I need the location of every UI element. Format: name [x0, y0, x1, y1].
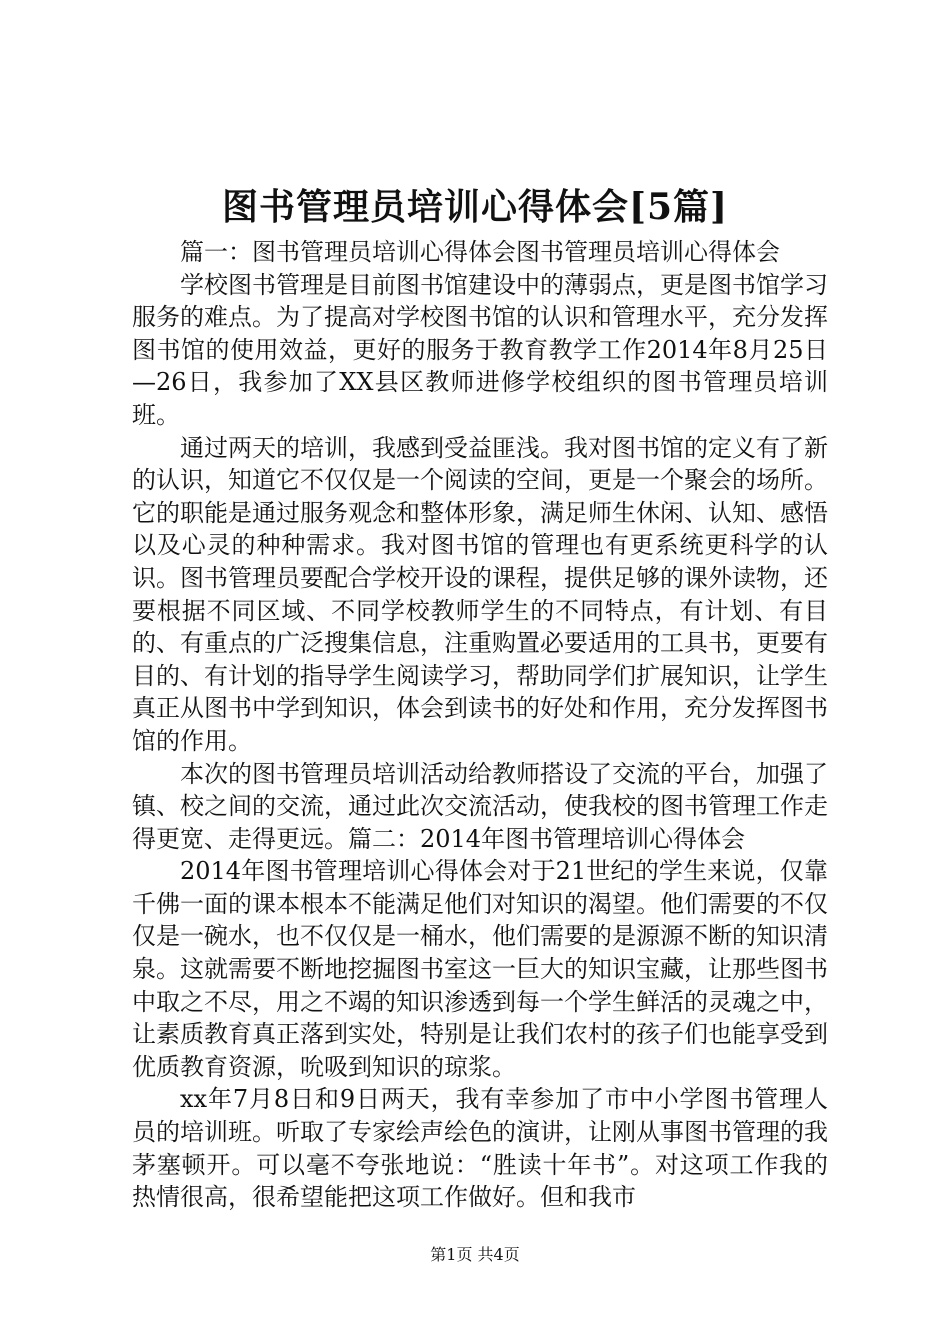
paragraph-5: 2014年图书管理培训心得体会对于21世纪的学生来说，仅靠千佛一面的课本根本不能满足他们对知识的渴望。他们需要的不仅仅是一碗水，也不仅仅是一桶水，他们需要的是源源不断的知识清泉。这就需要不断地挖掘图书室这一巨大的知识宝藏，让那些图书中取之不尽，用之不竭的知识渗透到每一个学生鲜活的灵魂之中，让素质教育真正落到实处，特别是让我们农村的孩子们也能享受到优质教育资源，吮吸到知识的琼浆。: [132, 857, 828, 1081]
document-title: 图书管理员培训心得体会[5篇]: [221, 186, 729, 228]
document-body: [132, 236, 828, 1214]
paragraph-6: xx年7月8日和9日两天，我有幸参加了市中小学图书管理人员的培训班。听取了专家绘声绘色的演讲，让刚从事图书管理的我茅塞顿开。可以毫不夸张地说：“胜读十年书”。对这项工作我的热情很高，很希望能把这项工作做好。但和我市: [132, 1085, 828, 1212]
paragraph-2: 学校图书管理是目前图书馆建设中的薄弱点，更是图书馆学习服务的难点。为了提高对学校图书馆的认识和管理水平，充分发挥图书馆的使用效益，更好的服务于教育教学工作2014年8月25日—26日，我参加了XX县区教师进修学校组织的图书管理员培训班。: [132, 270, 828, 429]
paragraph-4: 本次的图书管理员培训活动给教师搭设了交流的平台，加强了镇、校之间的交流，通过此次交流活动，使我校的图书管理工作走得更宽、走得更远。篇二：2014年图书管理培训心得体会: [132, 759, 828, 853]
page-footer: 第1页 共4页: [430, 1245, 520, 1264]
paragraph-3: 通过两天的培训，我感到受益匪浅。我对图书馆的定义有了新的认识，知道它不仅仅是一个阅读的空间，更是一个聚会的场所。它的职能是通过服务观念和整体形象，满足师生休闲、认知、感悟以及心灵的种种需求。我对图书馆的管理也有更系统更科学的认识。图书管理员要配合学校开设的课程，提供足够的课外读物，还要根据不同区域、不同学校教师学生的不同特点，有计划、有目的、有重点的广泛搜集信息，注重购置必要适用的工具书，更要有目的、有计划的指导学生阅读学习，帮助同学们扩展知识，让学生真正从图书中学到知识，体会到读书的好处和作用，充分发挥图书馆的作用。: [132, 433, 828, 755]
paragraph-1: 篇一：图书管理员培训心得体会图书管理员培训心得体会: [180, 238, 780, 266]
